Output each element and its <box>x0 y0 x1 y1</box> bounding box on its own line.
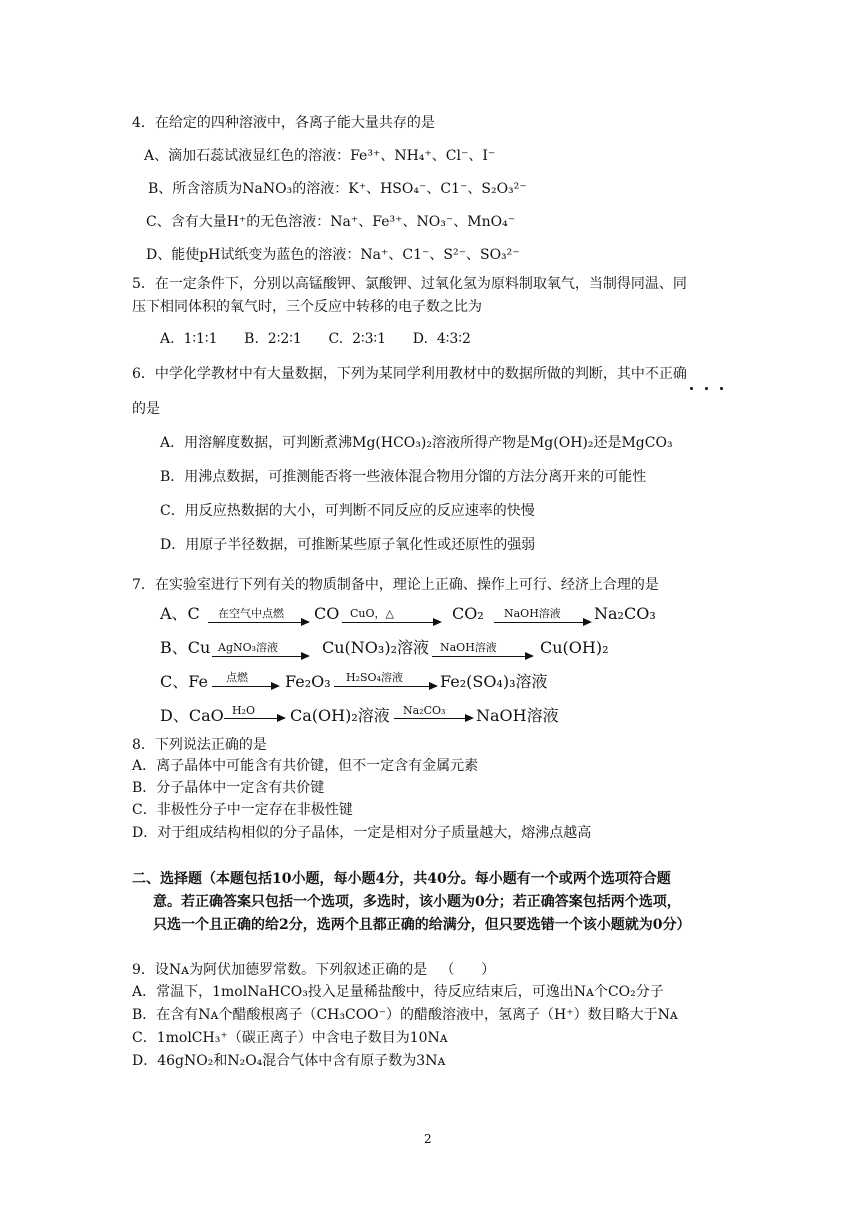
q8-stem: 8．下列说法正确的是 <box>132 737 267 753</box>
q7d-reactant: D、CaO <box>160 706 224 725</box>
q7b-condition-2: NaOH溶液 <box>440 641 497 654</box>
q7c-product-1: Fe₂O₃ <box>285 672 331 691</box>
q7d-product-1: Ca(OH)₂溶液 <box>290 706 390 725</box>
q4-stem: 4．在给定的四种溶液中，各离子能大量共存的是 <box>132 115 435 131</box>
reaction-arrow <box>394 718 472 719</box>
q8-option-d: D．对于组成结构相似的分子晶体，一定是相对分子质量越大，熔沸点越高 <box>132 825 592 841</box>
q4-option-d: D、能使pH试纸变为蓝色的溶液：Na⁺、C1⁻、S²⁻、SO₃²⁻ <box>146 247 520 263</box>
q7a-condition-3: NaOH溶液 <box>504 607 561 620</box>
q9-option-b: B．在含有Nᴀ个醋酸根离子（CH₃COO⁻）的醋酸溶液中，氢离子（H⁺）数目略大于Nᴀ <box>132 1007 678 1023</box>
reaction-arrow <box>342 622 440 623</box>
q8-option-b: B．分子晶体中一定含有共价键 <box>132 780 325 796</box>
reaction-arrow <box>208 622 308 623</box>
section2-header-line1: 二、选择题（本题包括10小题，每小题4分，共40分。每小题有一个或两个选项符合题 <box>132 871 671 887</box>
q6-option-c: C．用反应热数据的大小，可判断不同反应的反应速率的快慢 <box>160 503 535 519</box>
q7a-reactant: A、C <box>160 604 200 623</box>
q4-option-a: A、滴加石蕊试液显红色的溶液：Fe³⁺、NH₄⁺、Cl⁻、I⁻ <box>144 148 496 164</box>
q7a-condition-1: 在空气中点燃 <box>218 607 284 620</box>
q7d-condition-1: H₂O <box>232 704 256 717</box>
q7a-product-2: CO₂ <box>452 604 484 623</box>
q5-stem-line2: 压下相同体积的氧气时，三个反应中转移的电子数之比为 <box>132 299 482 315</box>
q4-option-b: B、所含溶质为NaNO₃的溶液：K⁺、HSO₄⁻、C1⁻、S₂O₃²⁻ <box>148 181 527 197</box>
q7a-product-1: CO <box>314 604 340 623</box>
q8-option-a: A．离子晶体中可能含有共价键，但不一定含有金属元素 <box>132 758 479 774</box>
reaction-arrow <box>494 622 590 623</box>
q7b-condition-1: AgNO₃溶液 <box>218 641 279 654</box>
q9-stem: 9．设Nᴀ为阿伏加德罗常数。下列叙述正确的是 （ ） <box>132 962 496 978</box>
reaction-arrow <box>432 656 532 657</box>
q9-option-c: C．1molCH₃⁺（碳正离子）中含电子数目为10Nᴀ <box>132 1030 448 1046</box>
q7c-condition-2: H₂SO₄溶液 <box>346 671 403 684</box>
q7a-product-3: Na₂CO₃ <box>594 604 656 623</box>
q7c-product-2: Fe₂(SO₄)₃溶液 <box>440 672 548 691</box>
q5-stem-line1: 5．在一定条件下，分别以高锰酸钾、氯酸钾、过氧化氢为原料制取氧气，当制得同温、同 <box>132 276 687 292</box>
emphasis-dot <box>705 387 708 390</box>
reaction-arrow <box>212 686 278 687</box>
q7a-condition-2: CuO，△ <box>350 607 394 620</box>
q7b-product-2: Cu(OH)₂ <box>540 638 609 657</box>
q7b-reactant: B、Cu <box>160 638 211 657</box>
reaction-arrow <box>212 656 308 657</box>
q6-option-a: A．用溶解度数据，可判断煮沸Mg(HCO₃)₂溶液所得产物是Mg(OH)₂还是MgCO₃ <box>160 435 673 451</box>
q5-options: A. 1∶1∶1 B. 2∶2∶1 C. 2∶3∶1 D. 4∶3∶2 <box>160 331 471 347</box>
q4-option-c: C、含有大量H⁺的无色溶液：Na⁺、Fe³⁺、NO₃⁻、MnO₄⁻ <box>146 214 516 230</box>
q7c-reactant: C、Fe <box>160 672 208 691</box>
page-number: 2 <box>424 1132 432 1146</box>
q6-stem-line2: 的是 <box>132 401 160 417</box>
q6-option-b: B．用沸点数据，可推测能否将一些液体混合物用分馏的方法分离开来的可能性 <box>160 469 647 485</box>
reaction-arrow <box>224 718 284 719</box>
emphasis-dot <box>690 387 693 390</box>
emphasis-dot <box>720 387 723 390</box>
q9-option-d: D．46gNO₂和N₂O₄混合气体中含有原子数为3Nᴀ <box>132 1053 446 1069</box>
q7-stem: 7．在实验室进行下列有关的物质制备中，理论上正确、操作上可行、经济上合理的是 <box>132 577 659 593</box>
section2-header-line3: 只选一个且正确的给2分，选两个且都正确的给满分，但只要选错一个该小题就为0分） <box>153 917 691 933</box>
q9-option-a: A．常温下，1molNaHCO₃投入足量稀盐酸中，待反应结束后，可逸出Nᴀ个CO₂分子 <box>132 984 664 1000</box>
q8-option-c: C．非极性分子中一定存在非极性键 <box>132 802 353 818</box>
q7c-condition-1: 点燃 <box>226 671 248 684</box>
section2-header-line2: 意。若正确答案只包括一个选项，多选时，该小题为0分；若正确答案包括两个选项， <box>153 894 681 910</box>
q7d-product-2: NaOH溶液 <box>476 706 559 725</box>
q7d-condition-2: Na₂CO₃ <box>403 704 446 717</box>
reaction-arrow <box>334 686 436 687</box>
q6-stem-line1: 6．中学化学教材中有大量数据，下列为某同学利用教材中的数据所做的判断，其中不正确 <box>132 366 687 382</box>
q6-option-d: D．用原子半径数据，可推断某些原子氧化性或还原性的强弱 <box>160 537 536 553</box>
q7b-product-1: Cu(NO₃)₂溶液 <box>322 638 429 657</box>
